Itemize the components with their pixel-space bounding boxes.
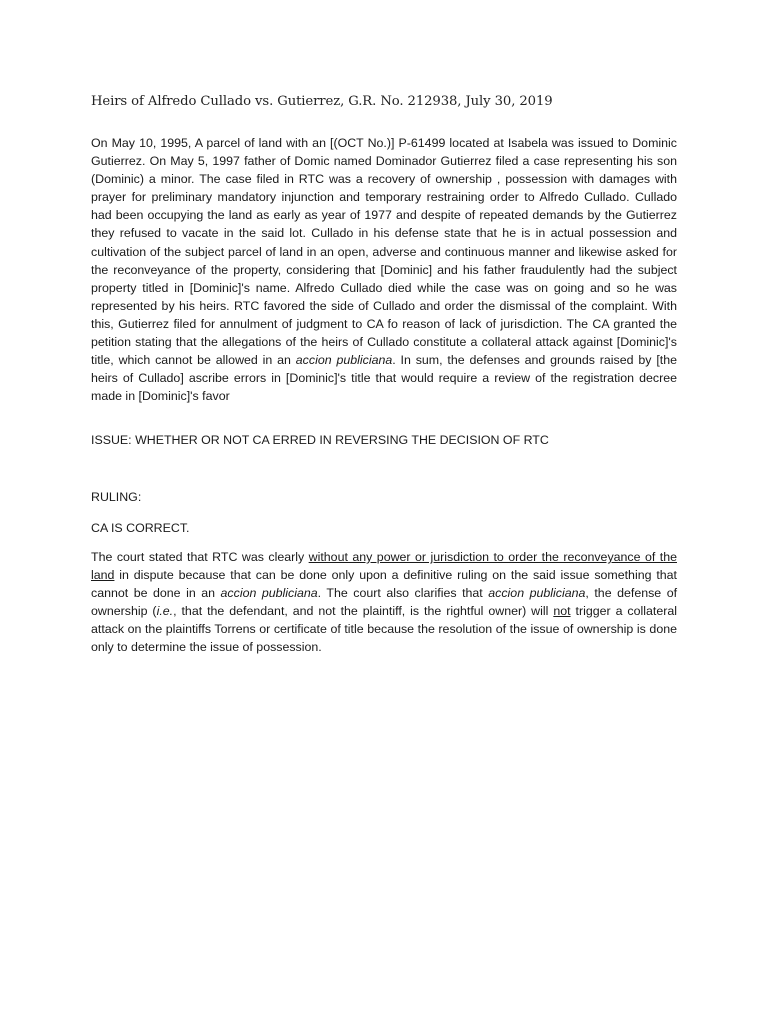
document-title: Heirs of Alfredo Cullado vs. Gutierrez, G.R. No. 212938, July 30, 2019 (91, 94, 553, 109)
ruling-italic-1: accion publiciana (220, 586, 318, 601)
ruling-text-5: , that the defendant, and not the plaintiff, is the rightful owner) will (173, 604, 554, 619)
ruling-paragraph (91, 548, 677, 657)
ruling-text-6: trigger a collateral attack on the plaintiffs Torrens or certificate of title because the resolution of the issue of ownership is done only to determine the issue of possession. (91, 604, 677, 655)
ruling-text-2: in dispute because that can be done only upon a definitive ruling on the said issue something that cannot be done in an (91, 568, 677, 601)
facts-paragraph (91, 134, 677, 405)
facts-text-end: . In sum, the defenses and grounds raised by [the heirs of Cullado] ascribe errors in [Dominic]'s title that would require a review of the registration decree made in [Dominic]'s favor (91, 353, 677, 404)
facts-italic-term: accion publiciana (295, 353, 393, 368)
ruling-italic-2: accion publiciana (488, 586, 586, 601)
ruling-text-3: . The court also clarifies that (317, 586, 489, 601)
ruling-underline-2: not (553, 604, 571, 619)
ruling-underline-1: without any power or jurisdiction to order the reconveyance of the land (91, 550, 677, 583)
ruling-text-4: , the defense of ownership ( (91, 586, 678, 619)
facts-text: On May 10, 1995, A parcel of land with an [(OCT No.)] P-61499 located at Isabela was issued to Dominic Gutierrez. On May 5, 1997 father of Domic named Dominador Gutierrez filed a case representing his son (Dominic) a minor. The case filed in RTC was a recovery of ownership , possession with damages with prayer for preliminary mandatory injunction and temporary restraining order to Alfredo Cullado. Cullado had been occupying the land as early as year of 1977 and despite of repeated demands by the Gutierrez they refused to vacate in the said lot. Cullado in his defense state that he is in actual possession and cultivation of the subject parcel of land in an open, adverse and continuous manner and likewise asked for the reconveyance of the property, considering that [Dominic] and his father fraudulently had the subject property titled in [Dominic]'s name. Alfredo Cullado died while the case was on going and so he was represented by his heirs. RTC favored the side of Cullado and order the dismissal of the complaint. With this, Gutierrez filed for annulment of judgment to CA fo reason of lack of jurisdiction. The CA granted the petition stating that the allegations of the heirs of Cullado constitute a collateral attack against [Dominic]'s title, which cannot be allowed in an (91, 136, 677, 368)
ruling-heading: RULING: (91, 490, 142, 504)
ruling-italic-3: i.e. (156, 604, 174, 619)
issue-statement: ISSUE: WHETHER OR NOT CA ERRED IN REVERSING THE DECISION OF RTC (91, 433, 549, 447)
ruling-verdict: CA IS CORRECT. (91, 521, 190, 535)
ruling-text-1: The court stated that RTC was clearly (91, 550, 309, 564)
